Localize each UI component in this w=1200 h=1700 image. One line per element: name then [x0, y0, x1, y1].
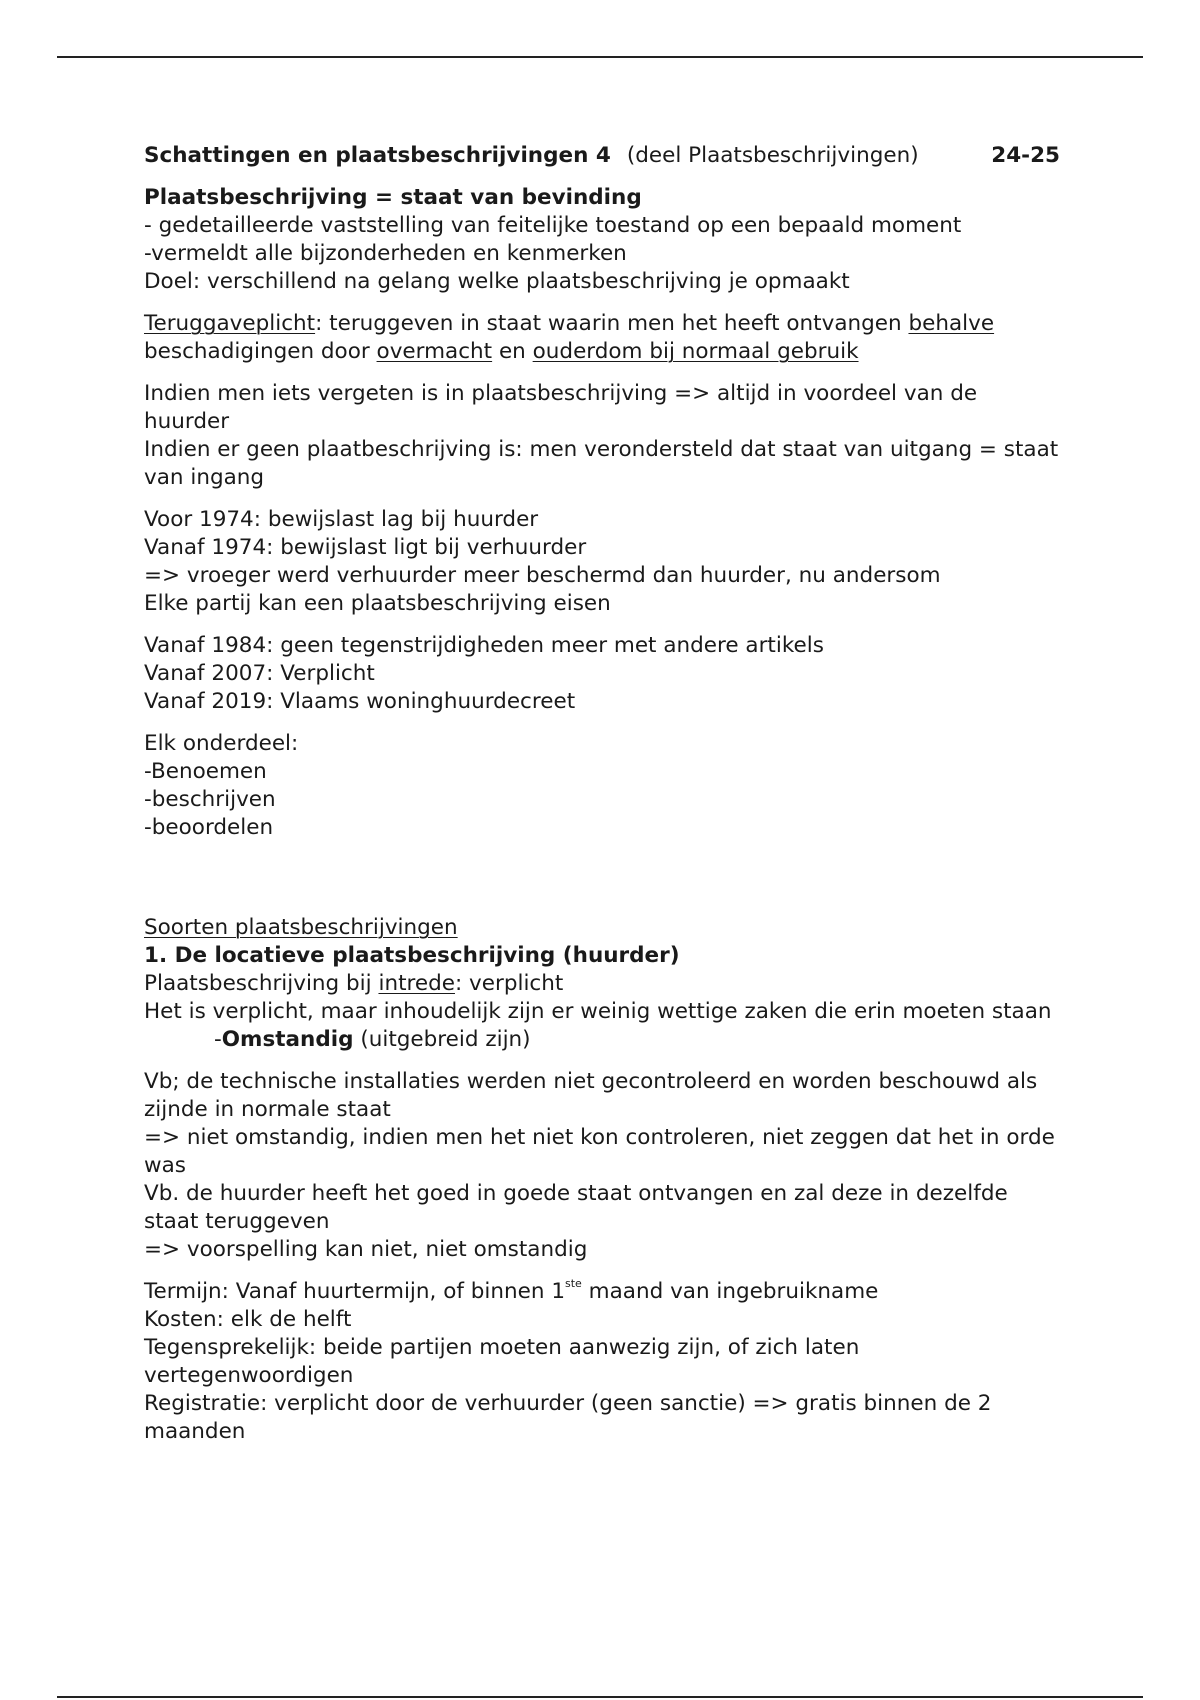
return-duty-except: behalve [908, 311, 995, 336]
detail-prefix: - [214, 1027, 222, 1052]
top-rule [57, 56, 1143, 58]
intro-underlined: intrede [378, 971, 455, 996]
return-duty-and: en [492, 339, 533, 364]
definition-heading: Plaatsbeschrijving = staat van bevinding [144, 185, 642, 210]
history-line: => vroeger werd verhuurder meer beschermd dan huurder, nu andersom [144, 563, 941, 588]
section-1-detail [144, 1026, 1064, 1054]
forgotten-block [144, 380, 1064, 492]
types-block [144, 914, 1064, 1054]
section-1-heading: 1. De locatieve plaatsbeschrijving (huurder) [144, 943, 680, 968]
parts-item: -beoordelen [144, 815, 274, 840]
return-duty-text-2: beschadigingen door [144, 339, 377, 364]
academic-year: 24-25 [991, 143, 1060, 168]
example-line: Vb. de huurder heeft het goed in goede staat ontvangen en zal deze in dezelfde staat teruggeven [144, 1181, 1008, 1234]
timeline-line: Vanaf 1984: geen tegenstrijdigheden meer met andere artikels [144, 633, 824, 658]
term-superscript: ste [565, 1276, 582, 1290]
section-spacer [144, 856, 1064, 914]
examples-block [144, 1068, 1064, 1264]
definition-block [144, 184, 1064, 296]
return-duty-term: Teruggaveplicht [144, 311, 316, 336]
definition-line: - gedetailleerde vaststelling van feitelijke toestand op een bepaald moment [144, 213, 962, 238]
parts-item: -Benoemen [144, 759, 267, 784]
return-duty-line-2 [144, 338, 1064, 366]
example-line: Vb; de technische installaties werden niet gecontroleerd en worden beschouwd als zijnde in normale staat [144, 1069, 1038, 1122]
section-1-mandatory: Het is verplicht, maar inhoudelijk zijn er weinig wettige zaken die erin moeten staan [144, 999, 1052, 1024]
parts-heading: Elk onderdeel: [144, 731, 299, 756]
definition-line: Doel: verschillend na gelang welke plaatsbeschrijving je opmaakt [144, 269, 850, 294]
parts-block [144, 730, 1064, 842]
fact-line: Registratie: verplicht door de verhuurder (geen sanctie) => gratis binnen de 2 maanden [144, 1391, 992, 1444]
term-suffix: maand van ingebruikname [581, 1279, 879, 1304]
force-majeure-term: overmacht [376, 339, 493, 364]
page-title: Schattingen en plaatsbeschrijvingen 4 [144, 143, 611, 168]
parts-item: -beschrijven [144, 787, 276, 812]
return-duty-block [144, 310, 1064, 366]
forgotten-line: Indien er geen plaatbeschrijving is: men verondersteld dat staat van uitgang = staat van ingang [144, 437, 1059, 490]
history-line: Voor 1974: bewijslast lag bij huurder [144, 507, 539, 532]
history-line: Vanaf 1974: bewijslast ligt bij verhuurder [144, 535, 587, 560]
age-term: ouderdom bij normaal gebruik [532, 339, 859, 364]
timeline-line: Vanaf 2019: Vlaams woninghuurdecreet [144, 689, 576, 714]
bottom-rule [57, 1696, 1143, 1698]
term-prefix: Termijn: Vanaf huurtermijn, of binnen 1 [144, 1279, 566, 1304]
term-line [144, 1278, 1064, 1306]
timeline-line: Vanaf 2007: Verplicht [144, 661, 375, 686]
example-line: => voorspelling kan niet, niet omstandig [144, 1237, 588, 1262]
fact-line: Tegensprekelijk: beide partijen moeten aanwezig zijn, of zich laten vertegenwoordigen [144, 1335, 860, 1388]
document-header [144, 142, 1064, 170]
definition-line: -vermeldt alle bijzonderheden en kenmerken [144, 241, 627, 266]
page-subtitle: (deel Plaatsbeschrijvingen) [626, 143, 919, 168]
return-duty-text: : teruggeven in staat waarin men het heeft ontvangen [315, 311, 909, 336]
example-line: => niet omstandig, indien men het niet kon controleren, niet zeggen dat het in orde was [144, 1125, 1055, 1178]
fact-line: Kosten: elk de helft [144, 1307, 352, 1332]
intro-suffix: : verplicht [454, 971, 564, 996]
document-body [144, 142, 1064, 1460]
section-1-intro [144, 970, 1064, 998]
types-heading: Soorten plaatsbeschrijvingen [144, 915, 458, 940]
intro-prefix: Plaatsbeschrijving bij [144, 971, 379, 996]
history-line: Elke partij kan een plaatsbeschrijving eisen [144, 591, 611, 616]
history-block [144, 506, 1064, 618]
facts-block [144, 1278, 1064, 1446]
forgotten-line: Indien men iets vergeten is in plaatsbeschrijving => altijd in voordeel van de huurder [144, 381, 978, 434]
detail-bold: Omstandig [221, 1027, 354, 1052]
timeline-block [144, 632, 1064, 716]
return-duty-line-1 [144, 310, 1064, 338]
detail-suffix: (uitgebreid zijn) [353, 1027, 531, 1052]
